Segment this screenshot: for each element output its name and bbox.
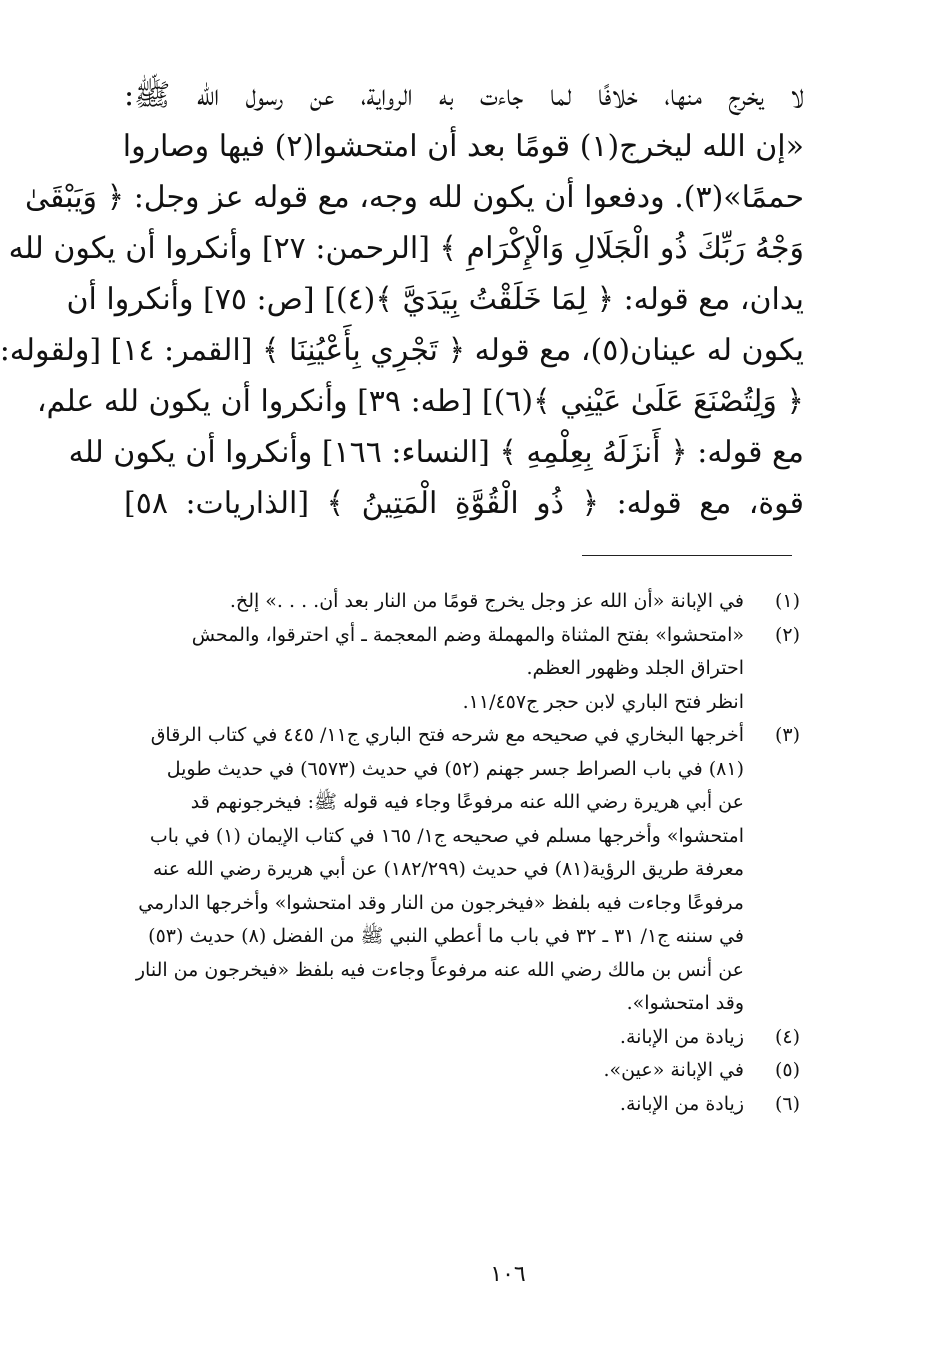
footnote-text <box>124 1088 744 1122</box>
main-text-line: «إن الله ليخرج(١) قومًا بعد أن امتحشوا(٢) فيها وصاروا <box>122 129 804 164</box>
footnote-text <box>124 619 744 720</box>
footnote-line: «امتحشوا» بفتح المثناة والمهملة وضم المعجمة ـ أي احترقوا، والمحش <box>191 623 744 646</box>
main-text-line: لا يخرج منها، خلافًا لما جاءت به الرواية، عن رسول الله ﷺ: <box>124 78 804 113</box>
footnote-line: (٨١) في باب الصراط جسر جهنم (٥٢) في حديث (٦٥٧٣) في حديث طويل <box>166 757 744 780</box>
footnote-line: في الإبانة «أن الله عز وجل يخرج قومًا من النار بعد أن. . . .» إلخ. <box>229 590 744 612</box>
footnote-number: (٥) <box>774 1059 800 1081</box>
footnote-line: احتراق الجلد وظهور العظم. <box>526 657 744 679</box>
footnote-number: (٤) <box>774 1025 800 1048</box>
footnote-line: وقد امتحشوا». <box>626 992 744 1014</box>
footnote-separator <box>582 555 792 556</box>
footnote-2 <box>124 619 800 720</box>
footnote-1 <box>124 585 800 619</box>
footnote-5 <box>124 1054 800 1088</box>
main-text-line: قوة، مع قوله: ﴿ ذُو الْقُوَّةِ الْمَتِينُ ﴾ [الذاريات: ٥٨] <box>124 486 804 521</box>
footnote-6 <box>124 1088 800 1122</box>
footnote-line: انظر فتح الباري لابن حجر ج١١/٤٥٧. <box>462 690 744 713</box>
footnote-text <box>124 1054 744 1088</box>
footnote-line: امتحشوا» وأخرجها مسلم في صحيحه ج١/ ١٦٥ في كتاب الإيمان (١) في باب <box>149 824 744 847</box>
footnote-number: (٢) <box>774 623 800 646</box>
footnote-3 <box>124 719 800 1021</box>
footnote-line: زيادة من الإبانة. <box>619 1025 744 1048</box>
footnotes <box>124 585 800 1121</box>
main-text-line: مع قوله: ﴿ أَنزَلَهُ بِعِلْمِهِ ﴾ [النساء: ١٦٦] وأنكروا أن يكون لله <box>68 435 804 470</box>
footnote-number: (٦) <box>774 1092 800 1115</box>
main-text-line: ﴿ وَلِتُصْنَعَ عَلَىٰ عَيْنِي ﴾(٦)] [طه: ٣٩] وأنكروا أن يكون لله علم، <box>36 384 804 419</box>
footnote-line: في الإبانة «عين». <box>603 1059 744 1081</box>
footnote-line: زيادة من الإبانة. <box>619 1092 744 1115</box>
footnote-line: معرفة طريق الرؤية(٨١) في حديث (١٨٢/٢٩٩) عن أبي هريرة رضي الله عنه <box>152 858 744 880</box>
footnote-number: (٣) <box>774 724 800 746</box>
footnote-text <box>124 585 744 619</box>
main-text-line: يكون له عينان(٥)، مع قوله ﴿ تَجْرِي بِأَعْيُنِنَا ﴾ [القمر: ١٤] [ولقوله: <box>0 333 804 368</box>
main-text <box>0 70 804 529</box>
footnote-line: مرفوعًا وجاءت فيه بلفظ «فيخرجون من النار وقد امتحشوا» وأخرجها الدارمي <box>138 891 744 914</box>
footnote-number: (١) <box>774 590 800 612</box>
main-text-line: يدان، مع قوله: ﴿ لِمَا خَلَقْتُ بِيَدَيَّ ﴾(٤)] [ص: ٧٥] وأنكروا أن <box>66 282 804 317</box>
footnote-text <box>124 1021 744 1055</box>
footnote-line: عن أبي هريرة رضي الله عنه مرفوعًا وجاء فيه قوله ﷺ: فيخرجونهم قد <box>190 791 744 813</box>
main-text-line: حممًا»(٣). ودفعوا أن يكون لله وجه، مع قوله عز وجل: ﴿ وَيَبْقَىٰ <box>24 180 804 215</box>
footnote-4 <box>124 1021 800 1055</box>
page-number: ١٠٦ <box>490 1262 526 1287</box>
footnote-line: أخرجها البخاري في صحيحه مع شرحه فتح الباري ج١١/ ٤٤٥ في كتاب الرقاق <box>150 724 744 746</box>
main-text-line: وَجْهُ رَبِّكَ ذُو الْجَلَالِ وَالْإِكْرَامِ ﴾ [الرحمن: ٢٧] وأنكروا أن يكون لله <box>8 231 804 266</box>
footnote-text <box>124 719 744 1021</box>
footnote-line: في سننه ج١/ ٣١ ـ ٣٢ في باب ما أعطي النبي ﷺ من الفضل (٨) حديث (٥٣) <box>148 925 744 947</box>
footnote-line: عن أنس بن مالك رضي الله عنه مرفوعاً وجاءت فيه بلفظ «فيخرجون من النار <box>135 958 744 981</box>
